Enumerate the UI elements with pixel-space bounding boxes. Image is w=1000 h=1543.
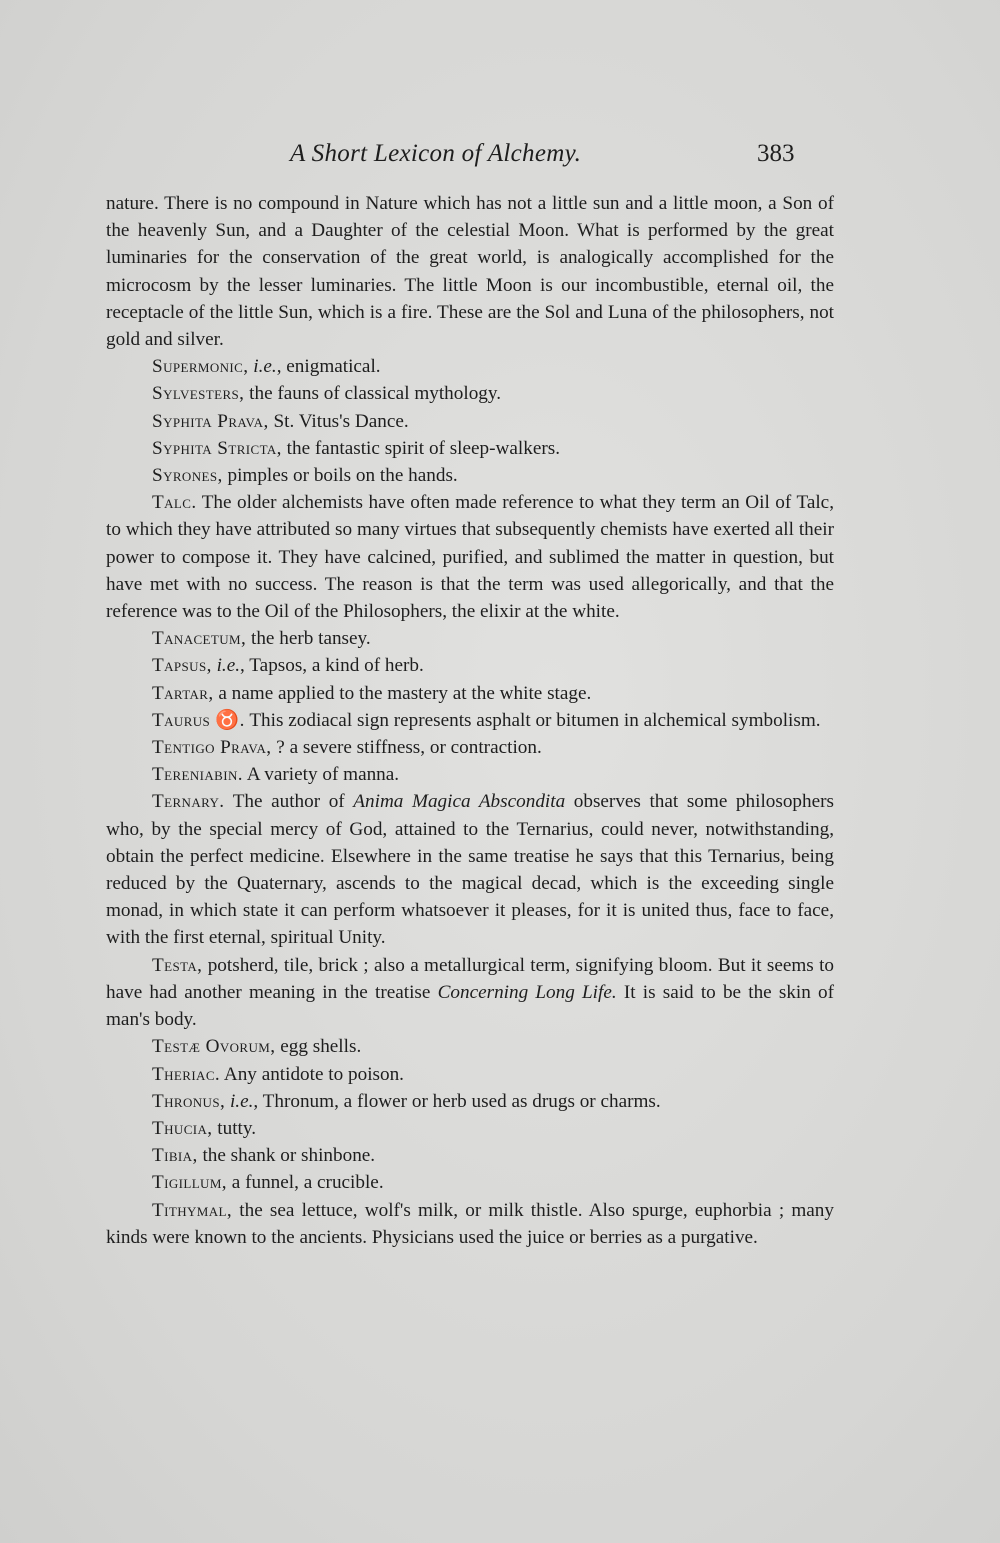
entry-definition: , Tapsos, a kind of herb. bbox=[240, 655, 424, 677]
entry-italic: i.e. bbox=[253, 356, 277, 378]
entry-definition: observes that some philosophers who, by the special mercy of God, attained to the Ternarius, could never, notwithstanding, obtain the perfect medicine. Elsewhere in the same treatise he says that this Ternarius, being reduced by the Quaternary, ascends to the magical decad, which is the exceeding single monad, in which state it can perform whatsoever it pleases, for it is united thus, face to face, with the first eternal, spiritual Unity. bbox=[106, 791, 834, 949]
entry-definition: , Thronum, a flower or herb used as drugs or charms. bbox=[253, 1090, 661, 1112]
lexicon-entry bbox=[106, 1169, 834, 1196]
entry-definition: ? a severe stiffness, or contraction. bbox=[271, 737, 542, 759]
lexicon-entry bbox=[106, 761, 834, 788]
entry-term: Tartar, bbox=[152, 682, 214, 704]
lexicon-entry bbox=[106, 707, 834, 734]
entry-term: Syphita Stricta, bbox=[152, 437, 282, 459]
entry-definition: the fantastic spirit of sleep-walkers. bbox=[281, 437, 561, 459]
entry-definition: potsherd, tile, brick ; also a metallurgical term, signifying bloom. But it seems to have had another meaning in the treatise bbox=[106, 954, 834, 1003]
entry-definition: the herb tansey. bbox=[246, 628, 371, 650]
entry-definition: the sea lettuce, wolf's milk, or milk thistle. Also spurge, euphorbia ; many kinds were known to the ancients. Physicians used the juice or berries as a purgative. bbox=[106, 1199, 834, 1248]
entry-italic: i.e. bbox=[229, 1090, 254, 1112]
lexicon-entry bbox=[106, 353, 834, 380]
page-header bbox=[0, 140, 1000, 180]
lexicon-entry bbox=[106, 462, 834, 489]
entry-definition: the shank or shinbone. bbox=[197, 1145, 376, 1167]
entry-term: Thronus, bbox=[152, 1090, 226, 1112]
lexicon-entry bbox=[106, 1033, 834, 1060]
entry-term: Tibia, bbox=[152, 1145, 198, 1167]
lexicon-entry bbox=[106, 408, 834, 435]
lexicon-entry bbox=[106, 680, 834, 707]
lexicon-entry bbox=[106, 734, 834, 761]
lexicon-entry bbox=[106, 489, 834, 625]
entry-term: Tentigo Prava, bbox=[152, 737, 272, 759]
running-title: A Short Lexicon of Alchemy. bbox=[290, 140, 582, 167]
entry-term: Thucia, bbox=[152, 1117, 213, 1139]
entry-term: Tereniabin. bbox=[152, 764, 243, 786]
entry-definition: The older alchemists have often made reference to what they term an Oil of Talc, to which they have attributed so many virtues that subsequently chemists have exerted all their power to compose it. They have calcined, purified, and sublimed the matter in question, but have met with no success. The reason is that the term was used allegorically, and that the reference was to the Oil of the Philosophers, the elixir at the white. bbox=[106, 492, 834, 623]
entry-definition: St. Vitus's Dance. bbox=[268, 410, 409, 432]
entry-definition: the fauns of classical mythology. bbox=[244, 383, 502, 405]
lexicon-text bbox=[106, 190, 834, 1251]
entry-term: Tapsus, bbox=[152, 655, 212, 677]
lexicon-entry bbox=[106, 1115, 834, 1142]
entry-term: Supermonic, bbox=[152, 356, 249, 378]
lexicon-entry bbox=[106, 652, 834, 679]
entry-definition: This zodiacal sign represents asphalt or bitumen in alchemical symbolism. bbox=[244, 709, 821, 731]
entry-italic: Anima Magica Abscondita bbox=[353, 791, 566, 813]
lexicon-entry bbox=[106, 380, 834, 407]
entry-definition: a funnel, a crucible. bbox=[227, 1172, 384, 1194]
lexicon-entry bbox=[106, 435, 834, 462]
entry-term: Syrones, bbox=[152, 465, 223, 487]
lexicon-entry bbox=[106, 1061, 834, 1088]
lexicon-entry bbox=[106, 952, 834, 1034]
entry-term: Tanacetum, bbox=[152, 628, 247, 650]
lexicon-entry bbox=[106, 1142, 834, 1169]
lexicon-entry bbox=[106, 625, 834, 652]
entry-definition: , enigmatical. bbox=[276, 356, 381, 378]
entry-term: Talc. bbox=[152, 492, 197, 514]
entry-term: Tithymal, bbox=[152, 1199, 233, 1221]
entry-term: Tigillum, bbox=[152, 1172, 227, 1194]
entry-term: Sylvesters, bbox=[152, 383, 245, 405]
entry-definition: Any antidote to poison. bbox=[220, 1063, 404, 1085]
entry-definition: It is said to be the skin of man's body. bbox=[106, 981, 835, 1031]
entry-term: Syphita Prava, bbox=[152, 410, 269, 432]
lexicon-entry bbox=[106, 1197, 834, 1251]
page-number: 383 bbox=[757, 140, 795, 167]
entry-definition: pimples or boils on the hands. bbox=[222, 465, 458, 487]
entry-definition: a name applied to the mastery at the white stage. bbox=[213, 682, 592, 704]
entry-definition: A variety of manna. bbox=[242, 764, 400, 786]
entry-term: Testæ Ovorum, bbox=[152, 1036, 276, 1058]
entry-italic: i.e. bbox=[216, 655, 241, 677]
entry-italic: Concerning Long Life. bbox=[437, 981, 617, 1003]
lexicon-entry bbox=[106, 788, 834, 951]
continued-paragraph: nature. There is no compound in Nature which has not a little sun and a little moon, a Son of the heavenly Sun, and a Daughter of the celestial Moon. What is performed by the great luminaries for the conservation of the great world, is analogically accomplished for the microcosm by the lesser luminaries. The little Moon is our incombustible, eternal oil, the receptacle of the little Sun, which is a fire. These are the Sol and Luna of the philosophers, not gold and silver. bbox=[106, 193, 834, 351]
entry-definition: egg shells. bbox=[275, 1036, 362, 1058]
lexicon-entry bbox=[106, 1088, 834, 1115]
entry-term: Theriac. bbox=[152, 1063, 221, 1085]
entry-term: Ternary. bbox=[152, 791, 225, 813]
entry-term: Taurus ♉. bbox=[152, 709, 245, 731]
entry-term: Testa, bbox=[152, 954, 203, 976]
entry-definition: The author of bbox=[224, 791, 354, 813]
entry-definition: tutty. bbox=[212, 1117, 257, 1139]
